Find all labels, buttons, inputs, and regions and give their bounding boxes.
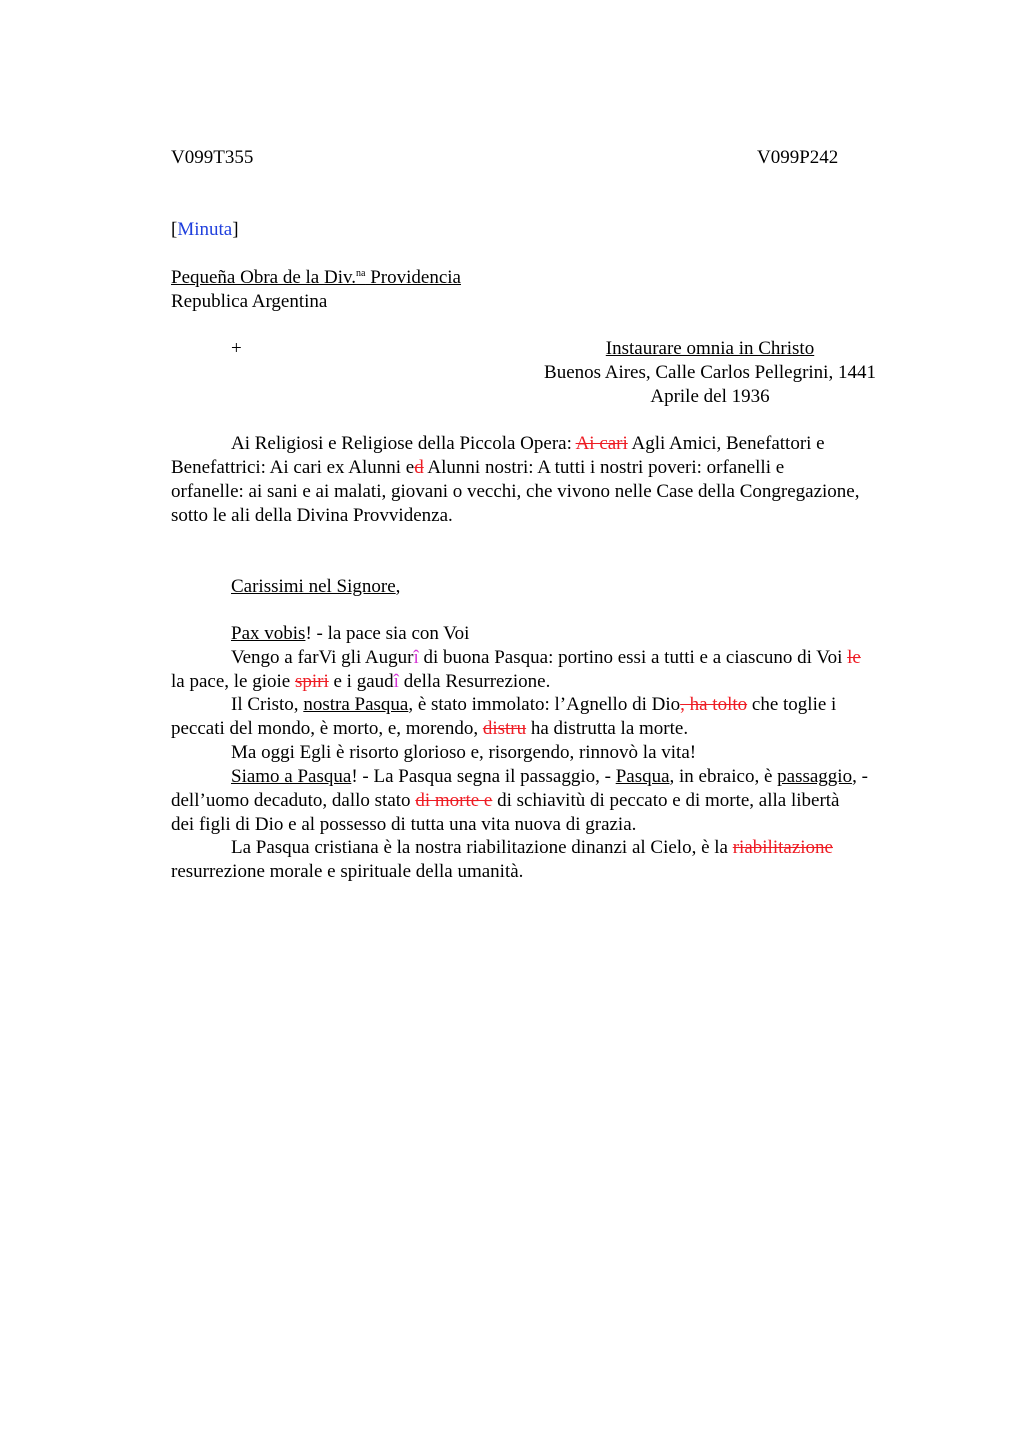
body-line-11: resurrezione morale e spirituale della umanità.: [171, 861, 524, 882]
accent-mark: î: [393, 671, 399, 692]
body-line-9: dei figli di Dio e al possesso di tutta una vita nuova di grazia.: [171, 814, 637, 835]
addressees-line-3: orfanelle: ai sani e ai malati, giovani o vecchi, che vivono nelle Case della Congregazione,: [171, 481, 860, 502]
deleted-text: distru: [482, 718, 527, 739]
cross-symbol: +: [231, 338, 242, 359]
date: Aprile del 1936: [650, 386, 770, 407]
body-line-1: Pax vobis! - la pace sia con Voi: [231, 623, 470, 644]
document-code-right: V099P242: [757, 147, 839, 168]
salutation: Carissimi nel Signore,: [231, 576, 401, 597]
body-line-7: Siamo a Pasqua! - La Pasqua segna il passaggio, - Pasqua, in ebraico, è passaggio, -: [231, 766, 868, 787]
minuta-label: [Minuta]: [171, 219, 239, 240]
deleted-text: spiri: [294, 671, 329, 692]
body-line-6: Ma oggi Egli è risorto glorioso e, risorgendo, rinnovò la vita!: [231, 742, 697, 763]
address: Buenos Aires, Calle Carlos Pellegrini, 1441: [544, 362, 876, 383]
body-line-10: La Pasqua cristiana è la nostra riabilitazione dinanzi al Cielo, è la riabilitazione: [231, 837, 833, 858]
motto: Instaurare omnia in Christo: [605, 338, 815, 359]
document-code-left: V099T355: [171, 147, 254, 168]
addressees-line-2: Benefattrici: Ai cari ex Alunni ed Alunni nostri: A tutti i nostri poveri: orfanelli e: [171, 457, 785, 478]
deleted-text: riabilitazione: [732, 837, 833, 858]
body-line-3: la pace, le gioie spiri e i gaudî della Resurrezione.: [171, 671, 551, 692]
body-line-4: Il Cristo, nostra Pasqua, è stato immolato: l’Agnello di Dio, ha tolto che toglie i: [231, 694, 837, 715]
accent-mark: î: [413, 647, 419, 668]
addressees-line-4: sotto le ali della Divina Provvidenza.: [171, 505, 453, 526]
body-line-5: peccati del mondo, è morto, e, morendo, distru ha distrutta la morte.: [171, 718, 689, 739]
deleted-text: le: [847, 647, 861, 668]
deleted-text: , ha tolto: [680, 694, 748, 715]
sender-country: Republica Argentina: [171, 291, 328, 312]
deleted-text: di morte e: [415, 790, 493, 811]
minuta-editorial-note: Minuta: [177, 219, 233, 240]
deleted-text: Ai cari: [575, 433, 628, 454]
sender-organization: Pequeña Obra de la Div.$^{na}$ Providencia: [171, 267, 461, 288]
deleted-text: d: [414, 457, 424, 478]
body-line-2: Vengo a farVi gli Augurî di buona Pasqua: portino essi a tutti e a ciascuno di Voi le: [231, 647, 861, 668]
addressees-line-1: Ai Religiosi e Religiose della Piccola Opera: Ai cari Agli Amici, Benefattori e: [231, 433, 825, 454]
body-line-8: dell’uomo decaduto, dallo stato di morte e di schiavitù di peccato e di morte, alla libertà: [171, 790, 840, 811]
